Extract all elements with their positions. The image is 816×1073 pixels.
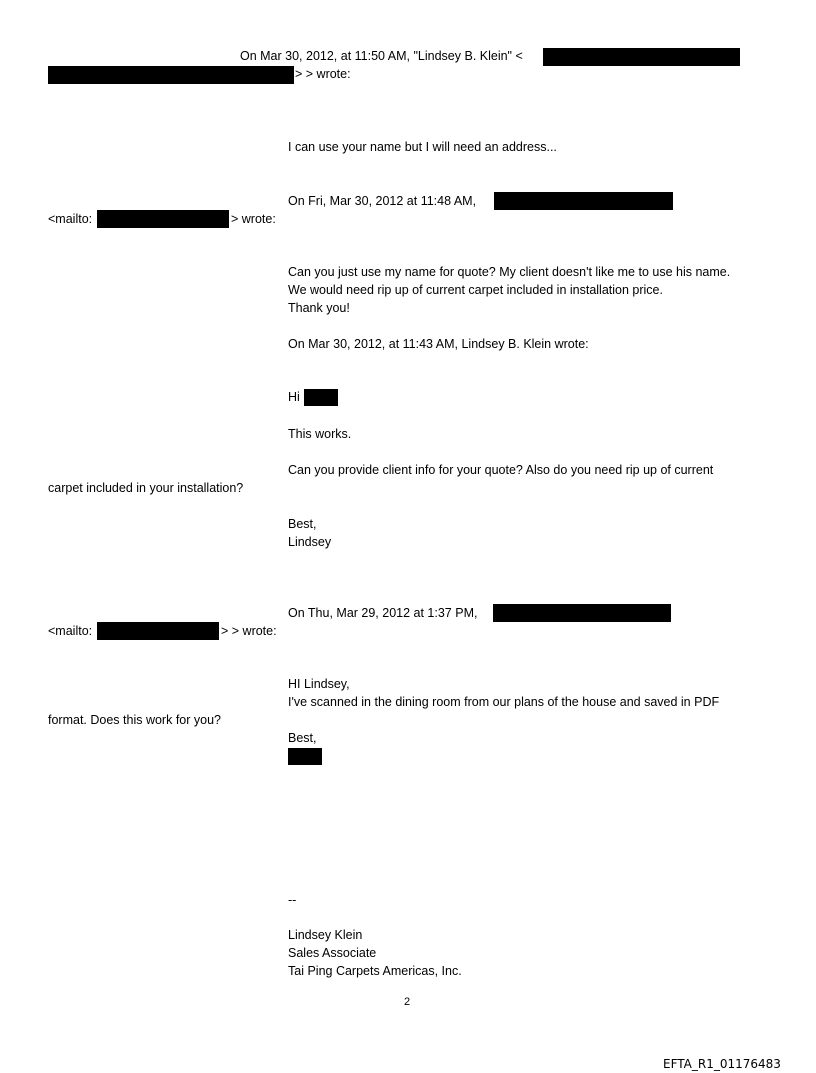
quote3-mailto-suffix: > > wrote: — [221, 624, 277, 638]
redaction-bar — [97, 210, 229, 228]
header-line-1: On Mar 30, 2012, at 11:50 AM, "Lindsey B. Klein" < — [240, 49, 523, 63]
quote3-line: format. Does this work for you? — [48, 713, 221, 727]
redaction-bar — [288, 748, 322, 765]
quote2-closing: Best, — [288, 517, 317, 531]
signature-name: Lindsey Klein — [288, 928, 363, 942]
quote2-line: This works. — [288, 427, 352, 441]
quote1-attribution: On Fri, Mar 30, 2012 at 11:48 AM, — [288, 194, 477, 208]
quote3-mailto-prefix: <mailto: — [48, 624, 93, 638]
redaction-bar — [543, 48, 740, 66]
redaction-bar — [493, 604, 671, 622]
quote2-line: Can you provide client info for your quote? Also do you need rip up of current — [288, 463, 714, 477]
reply-body: I can use your name but I will need an address... — [288, 140, 557, 154]
quote2-attribution: On Mar 30, 2012, at 11:43 AM, Lindsey B. Klein wrote: — [288, 337, 589, 351]
quote3-line: I've scanned in the dining room from our plans of the house and saved in PDF — [288, 695, 720, 709]
redaction-bar — [494, 192, 673, 210]
signature-company: Tai Ping Carpets Americas, Inc. — [288, 964, 462, 978]
quote1-mailto-prefix: <mailto: — [48, 212, 93, 226]
quote2-line: carpet included in your installation? — [48, 481, 244, 495]
redaction-bar — [97, 622, 219, 640]
header-line-2: > > wrote: — [295, 67, 351, 81]
quote1-line: Can you just use my name for quote? My client doesn't like me to use his name. — [288, 265, 731, 279]
document-id: EFTA_R1_01176483 — [663, 1057, 781, 1071]
quote3-greeting: HI Lindsey, — [288, 677, 350, 691]
redaction-bar — [304, 389, 338, 406]
quote3-attribution: On Thu, Mar 29, 2012 at 1:37 PM, — [288, 606, 478, 620]
quote1-line: We would need rip up of current carpet included in installation price. — [288, 283, 663, 297]
quote1-line: Thank you! — [288, 301, 350, 315]
page-number: 2 — [404, 996, 411, 1008]
quote1-mailto-suffix: > wrote: — [231, 212, 276, 226]
quote2-greeting: Hi — [288, 390, 300, 404]
quote3-closing: Best, — [288, 731, 317, 745]
signature-separator: -- — [288, 893, 297, 907]
redaction-bar — [48, 66, 294, 84]
quote2-name: Lindsey — [288, 535, 332, 549]
signature-title: Sales Associate — [288, 946, 377, 960]
